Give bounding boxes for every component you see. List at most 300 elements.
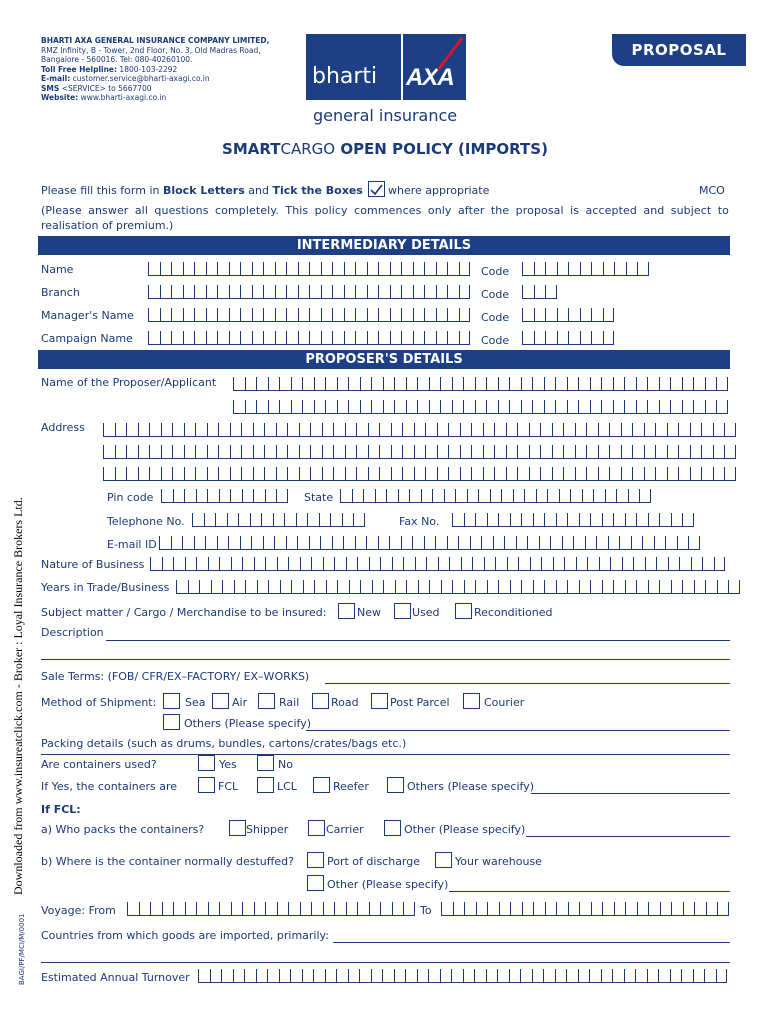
char-box[interactable] xyxy=(545,902,557,916)
char-box[interactable] xyxy=(369,902,381,916)
char-box[interactable] xyxy=(705,580,717,594)
char-box[interactable] xyxy=(263,331,275,345)
char-box[interactable] xyxy=(632,445,644,459)
char-box[interactable] xyxy=(267,969,279,983)
char-box[interactable] xyxy=(340,489,352,503)
char-box[interactable] xyxy=(276,467,288,481)
char-box[interactable] xyxy=(161,423,173,437)
char-box[interactable] xyxy=(184,489,196,503)
char-box[interactable] xyxy=(115,423,127,437)
char-box[interactable] xyxy=(436,285,448,299)
char-box[interactable] xyxy=(413,308,425,322)
char-box[interactable] xyxy=(162,557,174,571)
char-box[interactable] xyxy=(678,445,690,459)
char-box[interactable] xyxy=(682,400,694,414)
char-box[interactable] xyxy=(543,969,555,983)
char-box[interactable] xyxy=(536,489,548,503)
char-box[interactable] xyxy=(310,445,322,459)
char-box[interactable] xyxy=(172,467,184,481)
nature-of-business-input[interactable] xyxy=(150,557,725,571)
char-box[interactable] xyxy=(484,557,496,571)
char-box[interactable] xyxy=(372,580,384,594)
char-box[interactable] xyxy=(460,467,472,481)
char-box[interactable] xyxy=(593,489,605,503)
char-box[interactable] xyxy=(586,445,598,459)
char-box[interactable] xyxy=(417,400,429,414)
char-box[interactable] xyxy=(206,308,218,322)
char-box[interactable] xyxy=(460,423,472,437)
char-box[interactable] xyxy=(307,513,319,527)
char-box[interactable] xyxy=(626,262,638,276)
char-box[interactable] xyxy=(183,308,195,322)
description-line-2[interactable] xyxy=(41,659,730,660)
char-box[interactable] xyxy=(580,308,592,322)
char-box[interactable] xyxy=(498,377,510,391)
char-box[interactable] xyxy=(375,489,387,503)
char-box[interactable] xyxy=(471,467,483,481)
char-box[interactable] xyxy=(520,969,532,983)
char-box[interactable] xyxy=(460,445,472,459)
char-box[interactable] xyxy=(268,377,280,391)
char-box[interactable] xyxy=(613,580,625,594)
char-box[interactable] xyxy=(196,557,208,571)
char-box[interactable] xyxy=(475,400,487,414)
char-box[interactable] xyxy=(228,536,240,550)
char-box[interactable] xyxy=(567,580,579,594)
char-box[interactable] xyxy=(555,377,567,391)
char-box[interactable] xyxy=(576,557,588,571)
char-box[interactable] xyxy=(694,580,706,594)
char-box[interactable] xyxy=(478,489,490,503)
char-box[interactable] xyxy=(196,902,208,916)
char-box[interactable] xyxy=(256,969,268,983)
char-box[interactable] xyxy=(704,969,716,983)
char-box[interactable] xyxy=(424,536,436,550)
char-box[interactable] xyxy=(487,902,499,916)
char-box[interactable] xyxy=(414,467,426,481)
char-box[interactable] xyxy=(483,445,495,459)
char-box[interactable] xyxy=(208,902,220,916)
char-box[interactable] xyxy=(383,400,395,414)
char-box[interactable] xyxy=(337,377,349,391)
char-box[interactable] xyxy=(366,536,378,550)
char-box[interactable] xyxy=(286,331,298,345)
char-box[interactable] xyxy=(522,262,534,276)
char-box[interactable] xyxy=(345,423,357,437)
char-box[interactable] xyxy=(495,557,507,571)
char-box[interactable] xyxy=(578,377,590,391)
char-box[interactable] xyxy=(655,467,667,481)
char-box[interactable] xyxy=(424,262,436,276)
char-box[interactable] xyxy=(552,467,564,481)
char-box[interactable] xyxy=(464,902,476,916)
char-box[interactable] xyxy=(253,445,265,459)
char-box[interactable] xyxy=(344,331,356,345)
char-box[interactable] xyxy=(621,467,633,481)
char-box[interactable] xyxy=(183,331,195,345)
char-box[interactable] xyxy=(724,467,736,481)
char-box[interactable] xyxy=(602,513,614,527)
char-box[interactable] xyxy=(621,423,633,437)
char-box[interactable] xyxy=(429,377,441,391)
char-box[interactable] xyxy=(346,902,358,916)
char-box[interactable] xyxy=(603,331,615,345)
char-box[interactable] xyxy=(380,902,392,916)
char-box[interactable] xyxy=(658,969,670,983)
char-box[interactable] xyxy=(275,308,287,322)
char-box[interactable] xyxy=(195,467,207,481)
char-box[interactable] xyxy=(325,969,337,983)
char-box[interactable] xyxy=(242,489,254,503)
char-box[interactable] xyxy=(534,331,546,345)
char-box[interactable] xyxy=(252,331,264,345)
char-box[interactable] xyxy=(194,262,206,276)
char-box[interactable] xyxy=(265,489,277,503)
char-box[interactable] xyxy=(342,513,354,527)
char-box[interactable] xyxy=(425,445,437,459)
char-box[interactable] xyxy=(402,467,414,481)
char-box[interactable] xyxy=(333,445,345,459)
char-box[interactable] xyxy=(682,377,694,391)
char-box[interactable] xyxy=(314,377,326,391)
char-box[interactable] xyxy=(541,557,553,571)
char-box[interactable] xyxy=(103,467,115,481)
char-box[interactable] xyxy=(332,262,344,276)
annual-turnover-input[interactable] xyxy=(198,969,727,983)
char-box[interactable] xyxy=(644,467,656,481)
char-box[interactable] xyxy=(254,902,266,916)
char-box[interactable] xyxy=(671,902,683,916)
char-box[interactable] xyxy=(448,423,460,437)
char-box[interactable] xyxy=(378,285,390,299)
char-box[interactable] xyxy=(240,536,252,550)
char-box[interactable] xyxy=(363,489,375,503)
char-box[interactable] xyxy=(356,467,368,481)
char-box[interactable] xyxy=(463,377,475,391)
char-box[interactable] xyxy=(614,902,626,916)
char-box[interactable] xyxy=(390,308,402,322)
char-box[interactable] xyxy=(690,423,702,437)
char-box[interactable] xyxy=(240,308,252,322)
char-box[interactable] xyxy=(459,285,471,299)
char-box[interactable] xyxy=(557,262,569,276)
char-box[interactable] xyxy=(391,467,403,481)
char-box[interactable] xyxy=(647,400,659,414)
char-box[interactable] xyxy=(501,489,513,503)
char-box[interactable] xyxy=(206,285,218,299)
char-box[interactable] xyxy=(115,445,127,459)
char-box[interactable] xyxy=(264,467,276,481)
char-box[interactable] xyxy=(690,467,702,481)
char-box[interactable] xyxy=(533,513,545,527)
other-packer-line[interactable] xyxy=(526,836,730,837)
char-box[interactable] xyxy=(437,445,449,459)
char-box[interactable] xyxy=(348,377,360,391)
char-box[interactable] xyxy=(314,400,326,414)
char-box[interactable] xyxy=(286,308,298,322)
others-shipment-checkbox[interactable] xyxy=(163,714,180,730)
char-box[interactable] xyxy=(447,285,459,299)
char-box[interactable] xyxy=(498,580,510,594)
char-box[interactable] xyxy=(438,557,450,571)
char-box[interactable] xyxy=(633,557,645,571)
char-box[interactable] xyxy=(345,467,357,481)
char-box[interactable] xyxy=(241,423,253,437)
char-box[interactable] xyxy=(325,400,337,414)
char-box[interactable] xyxy=(556,580,568,594)
char-box[interactable] xyxy=(355,262,367,276)
char-box[interactable] xyxy=(564,557,576,571)
char-box[interactable] xyxy=(498,513,510,527)
char-box[interactable] xyxy=(406,377,418,391)
char-box[interactable] xyxy=(241,445,253,459)
char-box[interactable] xyxy=(218,445,230,459)
char-box[interactable] xyxy=(390,262,402,276)
char-box[interactable] xyxy=(642,536,654,550)
char-box[interactable] xyxy=(263,285,275,299)
char-box[interactable] xyxy=(176,580,188,594)
char-box[interactable] xyxy=(591,308,603,322)
char-box[interactable] xyxy=(701,423,713,437)
carrier-checkbox[interactable] xyxy=(308,820,325,836)
char-box[interactable] xyxy=(598,445,610,459)
branch-code-input[interactable] xyxy=(522,285,557,299)
your-warehouse-checkbox[interactable] xyxy=(435,852,452,868)
char-box[interactable] xyxy=(648,513,660,527)
char-box[interactable] xyxy=(412,536,424,550)
char-box[interactable] xyxy=(359,969,371,983)
char-box[interactable] xyxy=(552,445,564,459)
char-box[interactable] xyxy=(378,331,390,345)
char-box[interactable] xyxy=(198,969,210,983)
char-box[interactable] xyxy=(429,400,441,414)
char-box[interactable] xyxy=(534,285,546,299)
char-box[interactable] xyxy=(580,262,592,276)
branch-input[interactable] xyxy=(148,285,470,299)
char-box[interactable] xyxy=(624,969,636,983)
char-box[interactable] xyxy=(691,557,703,571)
char-box[interactable] xyxy=(299,445,311,459)
char-box[interactable] xyxy=(210,969,222,983)
packing-details-line[interactable] xyxy=(41,754,730,755)
road-checkbox[interactable] xyxy=(312,693,329,709)
char-box[interactable] xyxy=(476,902,488,916)
char-box[interactable] xyxy=(205,536,217,550)
char-box[interactable] xyxy=(103,445,115,459)
char-box[interactable] xyxy=(253,489,265,503)
char-box[interactable] xyxy=(470,536,482,550)
others-container-checkbox[interactable] xyxy=(387,777,404,793)
char-box[interactable] xyxy=(688,536,700,550)
char-box[interactable] xyxy=(494,445,506,459)
char-box[interactable] xyxy=(644,445,656,459)
char-box[interactable] xyxy=(590,513,602,527)
char-box[interactable] xyxy=(452,513,464,527)
char-box[interactable] xyxy=(474,969,486,983)
char-box[interactable] xyxy=(625,513,637,527)
char-box[interactable] xyxy=(622,557,634,571)
char-box[interactable] xyxy=(585,536,597,550)
others-shipment-line[interactable] xyxy=(306,730,730,731)
char-box[interactable] xyxy=(659,400,671,414)
char-box[interactable] xyxy=(614,262,626,276)
char-box[interactable] xyxy=(395,580,407,594)
char-box[interactable] xyxy=(459,308,471,322)
char-box[interactable] xyxy=(275,331,287,345)
char-box[interactable] xyxy=(424,285,436,299)
char-box[interactable] xyxy=(677,536,689,550)
char-box[interactable] xyxy=(598,467,610,481)
char-box[interactable] xyxy=(559,489,571,503)
char-box[interactable] xyxy=(518,557,530,571)
char-box[interactable] xyxy=(303,580,315,594)
char-box[interactable] xyxy=(346,557,358,571)
char-box[interactable] xyxy=(628,489,640,503)
char-box[interactable] xyxy=(390,331,402,345)
char-box[interactable] xyxy=(348,969,360,983)
char-box[interactable] xyxy=(557,308,569,322)
char-box[interactable] xyxy=(233,377,245,391)
char-box[interactable] xyxy=(521,400,533,414)
char-box[interactable] xyxy=(498,400,510,414)
char-box[interactable] xyxy=(655,423,667,437)
char-box[interactable] xyxy=(172,423,184,437)
char-box[interactable] xyxy=(567,513,579,527)
char-box[interactable] xyxy=(424,331,436,345)
char-box[interactable] xyxy=(405,969,417,983)
char-box[interactable] xyxy=(206,331,218,345)
char-box[interactable] xyxy=(437,423,449,437)
char-box[interactable] xyxy=(160,285,172,299)
other-destuff-line[interactable] xyxy=(449,891,730,892)
char-box[interactable] xyxy=(322,467,334,481)
char-box[interactable] xyxy=(437,467,449,481)
char-box[interactable] xyxy=(516,536,528,550)
char-box[interactable] xyxy=(233,400,245,414)
char-box[interactable] xyxy=(231,902,243,916)
char-box[interactable] xyxy=(728,580,740,594)
char-box[interactable] xyxy=(275,285,287,299)
char-box[interactable] xyxy=(379,467,391,481)
char-box[interactable] xyxy=(313,969,325,983)
char-box[interactable] xyxy=(279,969,291,983)
char-box[interactable] xyxy=(586,467,598,481)
post-parcel-checkbox[interactable] xyxy=(371,693,388,709)
char-box[interactable] xyxy=(288,557,300,571)
char-box[interactable] xyxy=(639,489,651,503)
char-box[interactable] xyxy=(625,580,637,594)
char-box[interactable] xyxy=(389,536,401,550)
char-box[interactable] xyxy=(453,902,465,916)
char-box[interactable] xyxy=(599,557,611,571)
char-box[interactable] xyxy=(702,557,714,571)
char-box[interactable] xyxy=(229,308,241,322)
char-box[interactable] xyxy=(417,969,429,983)
char-box[interactable] xyxy=(261,513,273,527)
char-box[interactable] xyxy=(398,489,410,503)
char-box[interactable] xyxy=(149,467,161,481)
char-box[interactable] xyxy=(467,489,479,503)
char-box[interactable] xyxy=(436,262,448,276)
char-box[interactable] xyxy=(276,445,288,459)
char-box[interactable] xyxy=(321,308,333,322)
char-box[interactable] xyxy=(494,467,506,481)
char-box[interactable] xyxy=(320,536,332,550)
char-box[interactable] xyxy=(230,467,242,481)
years-in-trade-input[interactable] xyxy=(176,580,740,594)
char-box[interactable] xyxy=(217,285,229,299)
char-box[interactable] xyxy=(245,400,257,414)
sale-terms-line[interactable] xyxy=(325,683,730,684)
char-box[interactable] xyxy=(464,580,476,594)
air-checkbox[interactable] xyxy=(212,693,229,709)
char-box[interactable] xyxy=(256,400,268,414)
campaign-code-input[interactable] xyxy=(522,331,614,345)
char-box[interactable] xyxy=(647,377,659,391)
char-box[interactable] xyxy=(206,262,218,276)
char-box[interactable] xyxy=(138,423,150,437)
char-box[interactable] xyxy=(716,377,728,391)
char-box[interactable] xyxy=(218,423,230,437)
char-box[interactable] xyxy=(532,377,544,391)
char-box[interactable] xyxy=(353,513,365,527)
campaign-name-input[interactable] xyxy=(148,331,470,345)
char-box[interactable] xyxy=(371,400,383,414)
char-box[interactable] xyxy=(447,262,459,276)
char-box[interactable] xyxy=(521,377,533,391)
char-box[interactable] xyxy=(288,902,300,916)
char-box[interactable] xyxy=(322,423,334,437)
other-destuff-checkbox[interactable] xyxy=(307,875,324,891)
char-box[interactable] xyxy=(310,467,322,481)
char-box[interactable] xyxy=(356,423,368,437)
char-box[interactable] xyxy=(334,557,346,571)
char-box[interactable] xyxy=(636,400,648,414)
char-box[interactable] xyxy=(540,423,552,437)
char-box[interactable] xyxy=(413,262,425,276)
shipper-checkbox[interactable] xyxy=(229,820,246,836)
char-box[interactable] xyxy=(487,580,499,594)
char-box[interactable] xyxy=(555,400,567,414)
char-box[interactable] xyxy=(290,969,302,983)
char-box[interactable] xyxy=(494,423,506,437)
char-box[interactable] xyxy=(344,285,356,299)
char-box[interactable] xyxy=(279,400,291,414)
char-box[interactable] xyxy=(291,400,303,414)
char-box[interactable] xyxy=(280,580,292,594)
char-box[interactable] xyxy=(539,536,551,550)
char-box[interactable] xyxy=(241,467,253,481)
char-box[interactable] xyxy=(448,445,460,459)
char-box[interactable] xyxy=(602,902,614,916)
char-box[interactable] xyxy=(286,262,298,276)
char-box[interactable] xyxy=(504,536,516,550)
char-box[interactable] xyxy=(683,902,695,916)
char-box[interactable] xyxy=(532,969,544,983)
char-box[interactable] xyxy=(383,377,395,391)
char-box[interactable] xyxy=(148,262,160,276)
char-box[interactable] xyxy=(659,377,671,391)
char-box[interactable] xyxy=(579,513,591,527)
char-box[interactable] xyxy=(204,513,216,527)
char-box[interactable] xyxy=(195,423,207,437)
char-box[interactable] xyxy=(291,580,303,594)
char-box[interactable] xyxy=(371,377,383,391)
char-box[interactable] xyxy=(602,580,614,594)
char-box[interactable] xyxy=(598,423,610,437)
char-box[interactable] xyxy=(188,580,200,594)
char-box[interactable] xyxy=(161,489,173,503)
